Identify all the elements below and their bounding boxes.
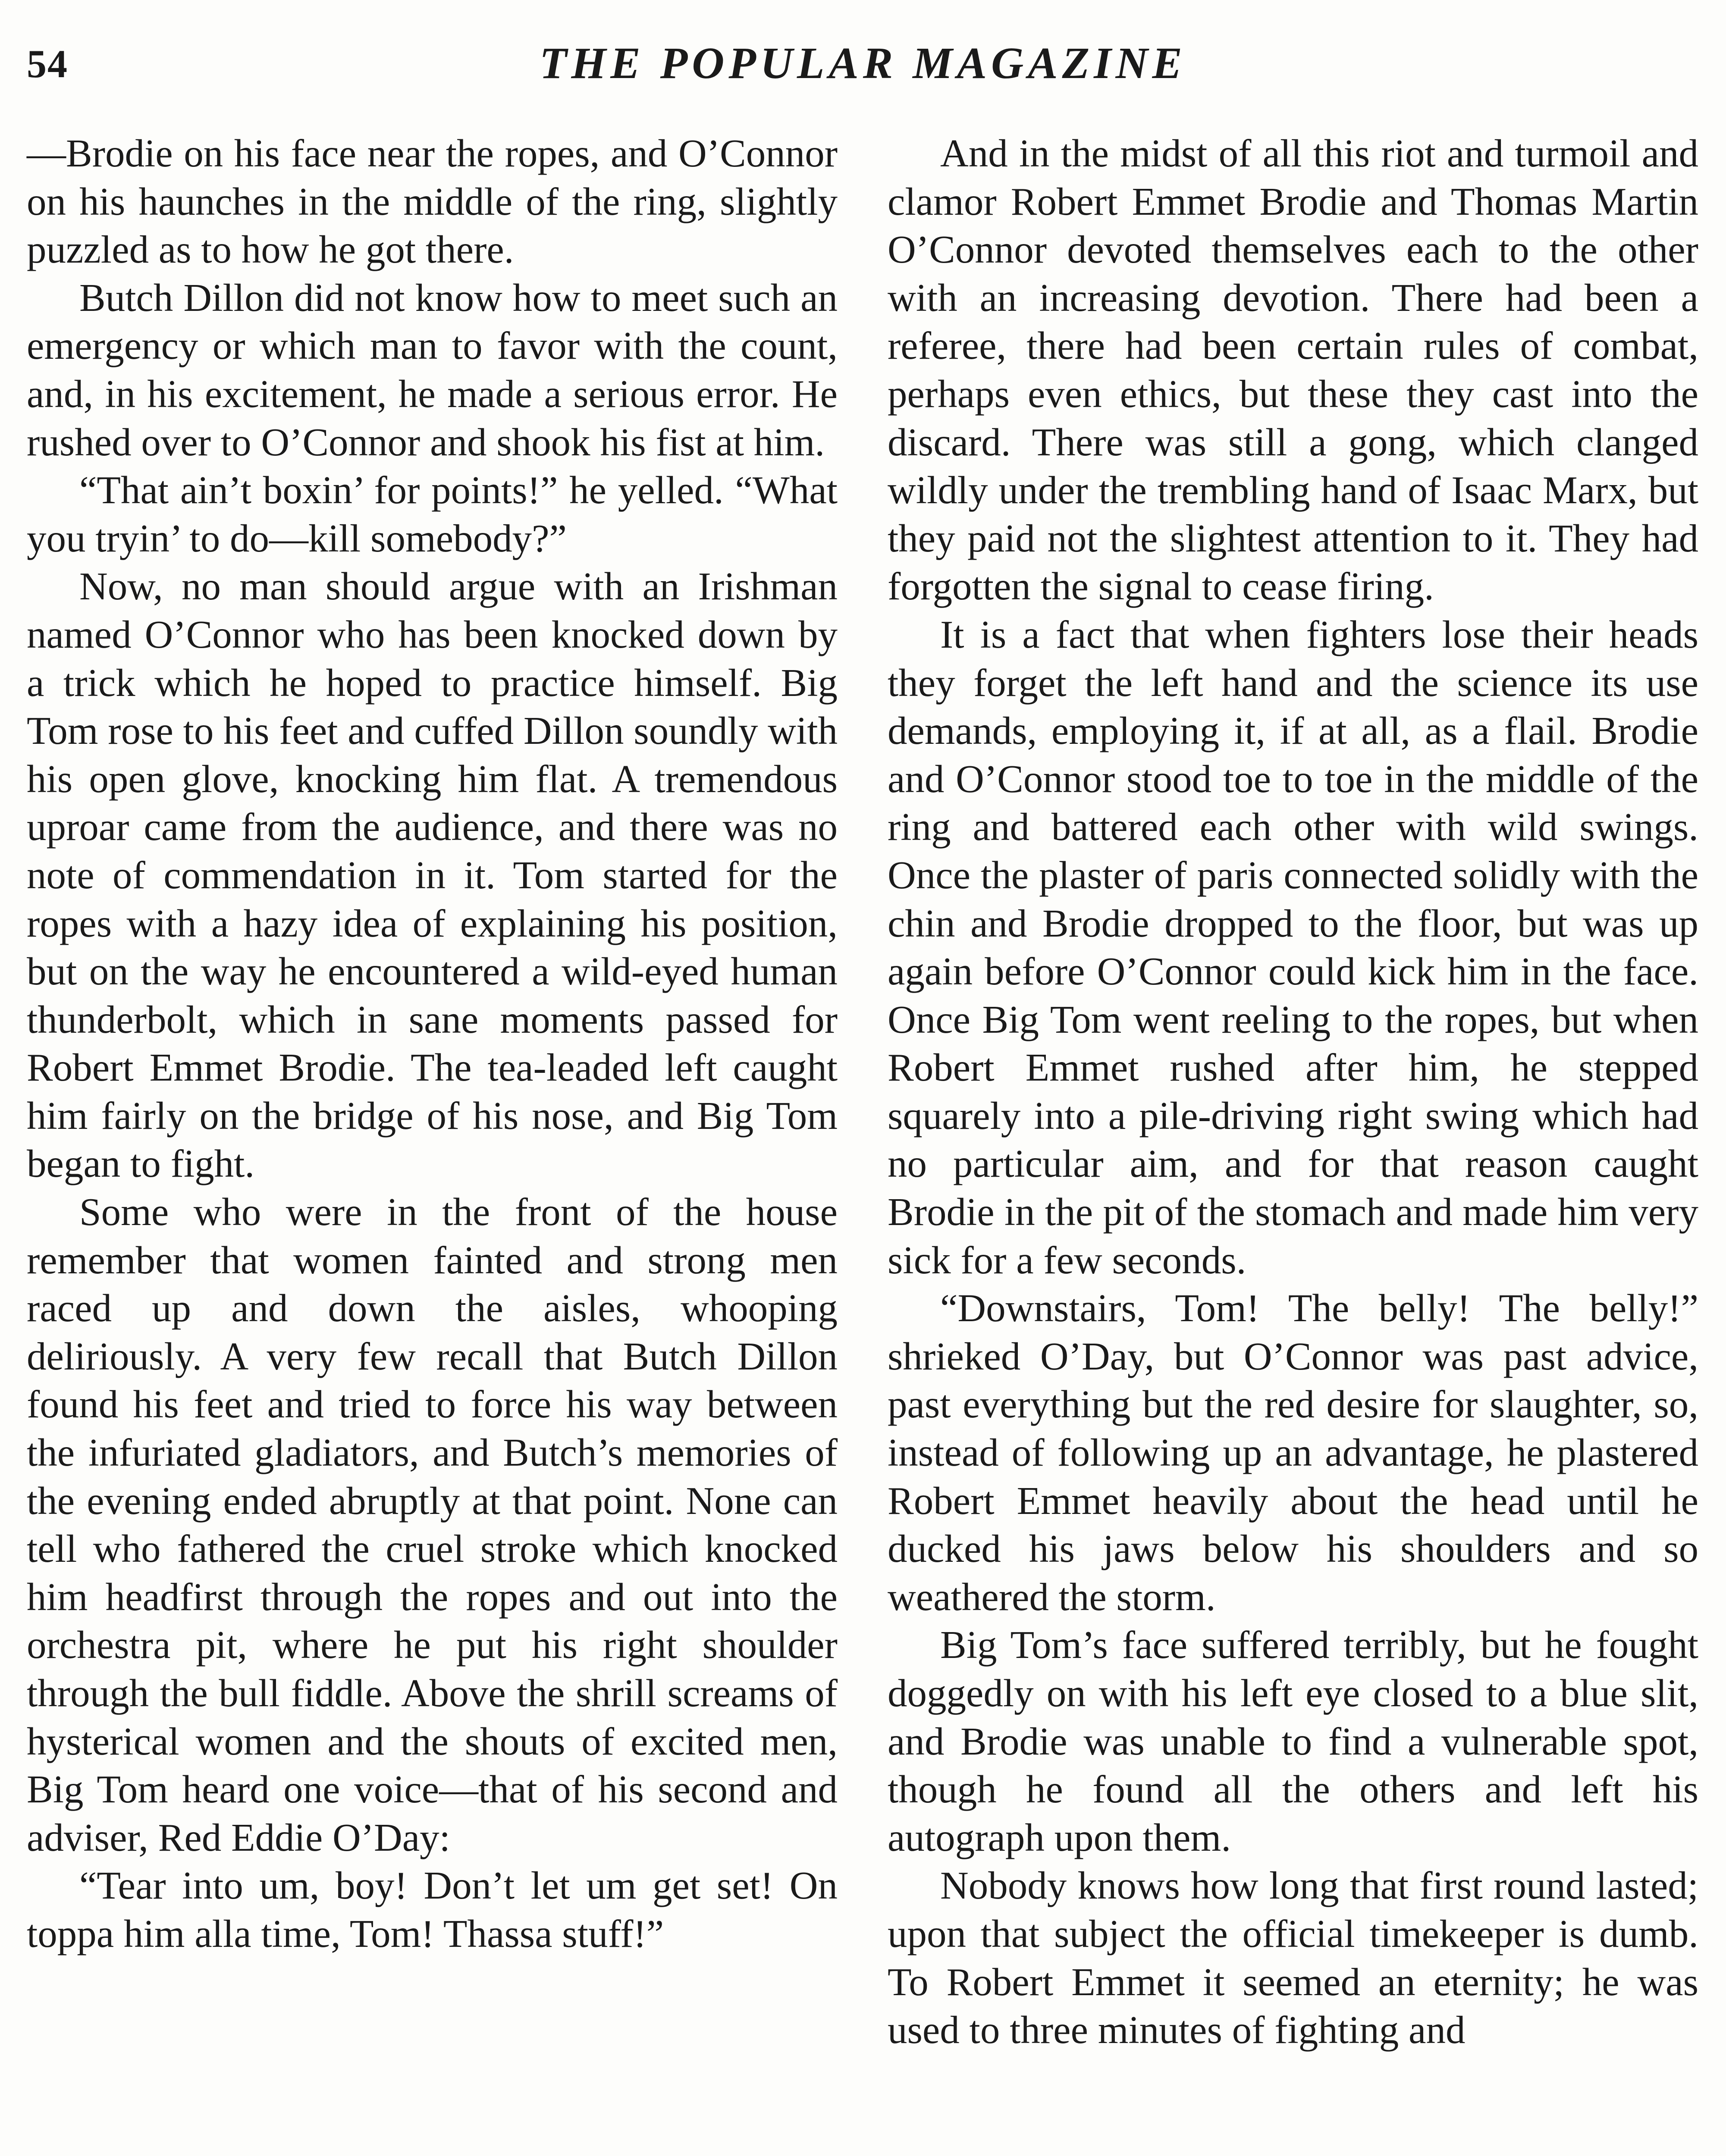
paragraph: Some who were in the front of the house remember that women fainted and strong men raced up and down the aisles, whooping deliriously. A very few recall that Butch Dillon found his feet and tried to force his way between the infuriated gladiators, and Butch’s memories of the evening ended abruptly at that point. None can tell who fathered the cruel stroke which knocked him headfirst through the ropes and out into the orchestra pit, where he put his right shoulder through the bull fiddle. Above the shrill screams of hysterical women and the shouts of excited men, Big Tom heard one voice—that of his second and adviser, Red Eddie O’Day: <box>27 1190 838 1859</box>
paragraph: Now, no man should argue with an Irishman named O’Connor who has been knocked down by a trick which he hoped to practice himself. Big Tom rose to his feet and cuffed Dillon soundly with his open glove, knocking him flat. A tremendous uproar came from the audience, and there was no note of commendation in it. Tom started for the ropes with a hazy idea of explaining his position, but on the way he encountered a wild-eyed human thunderbolt, which in sane moments passed for Robert Emmet Brodie. The tea-leaded left caught him fairly on the bridge of his nose, and Big Tom began to fight. <box>27 564 838 1186</box>
page-header <box>0 38 1726 97</box>
right-column <box>888 129 1698 2054</box>
paragraph: “Tear into um, boy! Don’t let um get set! On toppa him alla time, Tom! Thassa stuff!” <box>27 1864 838 1955</box>
paragraph: “Downstairs, Tom! The belly! The belly!” shrieked O’Day, but O’Connor was past advice, past everything but the red desire for slaughter, so, instead of following up an advantage, he plastered Robert Emmet heavily about the head until he ducked his jaws below his shoulders and so weathered the storm. <box>888 1286 1698 1619</box>
paragraph: “That ain’t boxin’ for points!” he yelled. “What you tryin’ to do—kill somebody?” <box>27 468 838 560</box>
paragraph: It is a fact that when fighters lose their heads they forget the left hand and the science its use demands, employing it, if at all, as a flail. Brodie and O’Connor stood toe to toe in the middle of the ring and battered each other with wild swings. Once the plaster of paris connected solidly with the chin and Brodie dropped to the floor, but was up again before O’Connor could kick him in the face. Once Big Tom went reeling to the ropes, but when Robert Emmet rushed after him, he stepped squarely into a pile-driving right swing which had no particular aim, and for that reason caught Brodie in the pit of the stomach and made him very sick for a few seconds. <box>888 612 1698 1282</box>
magazine-title: THE POPULAR MAGAZINE <box>539 38 1187 88</box>
paragraph: And in the midst of all this riot and turmoil and clamor Robert Emmet Brodie and Thomas Martin O’Connor devoted themselves each to the other with an increasing devotion. There had been a referee, there had been certain rules of combat, perhaps even ethics, but these they cast into the discard. There was still a gong, which clanged wildly under the trembling hand of Isaac Marx, but they paid not the slightest attention to it. They had forgotten the signal to cease firing. <box>888 132 1698 608</box>
page-number: 54 <box>27 42 68 86</box>
paragraph: Nobody knows how long that first round lasted; upon that subject the official timekeeper is dumb. To Robert Emmet it seemed an eternity; he was used to three minutes of fighting and <box>888 1864 1698 2052</box>
paragraph: Big Tom’s face suffered terribly, but he fought doggedly on with his left eye closed to a blue slit, and Brodie was unable to find a vulnerable spot, though he found all the others and left his autograph upon them. <box>888 1623 1698 1859</box>
left-column <box>27 129 838 1958</box>
paragraph: —Brodie on his face near the ropes, and O’Connor on his haunches in the middle of the ring, slightly puzzled as to how he got there. <box>27 132 838 272</box>
paragraph: Butch Dillon did not know how to meet such an emergency or which man to favor with the count, and, in his excitement, he made a serious error. He rushed over to O’Connor and shook his fist at him. <box>27 276 838 464</box>
